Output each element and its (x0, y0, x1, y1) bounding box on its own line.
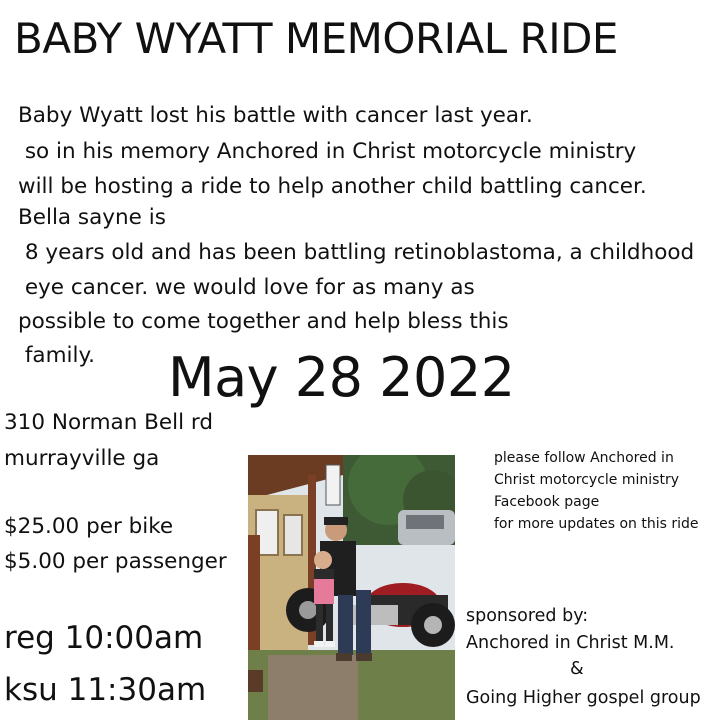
follow-line: for more updates on this ride (494, 516, 699, 532)
event-photo (248, 455, 455, 720)
body-line: family. (18, 343, 95, 368)
body-line: so in his memory Anchored in Christ motorcycle ministry (18, 139, 637, 164)
sponsor-heading: sponsored by: (466, 606, 589, 626)
address-line: murrayville ga (4, 446, 160, 471)
sponsor-name: Anchored in Christ M.M. (466, 633, 675, 653)
sponsor-ampersand: & (570, 659, 584, 679)
body-line: will be hosting a ride to help another child battling cancer. (18, 174, 647, 199)
address-line: 310 Norman Bell rd (4, 410, 214, 435)
follow-line: Facebook page (494, 494, 600, 510)
body-line: Bella sayne is (18, 205, 166, 230)
page-title: BABY WYATT MEMORIAL RIDE (14, 14, 618, 63)
follow-line: please follow Anchored in (494, 450, 674, 466)
price-line: $25.00 per bike (4, 514, 174, 539)
event-date: May 28 2022 (168, 346, 515, 409)
sponsor-name: Going Higher gospel group (466, 688, 701, 708)
body-line: 8 years old and has been battling retinoblastoma, a childhood (18, 240, 695, 265)
follow-line: Christ motorcycle ministry (494, 472, 679, 488)
body-line: eye cancer. we would love for as many as (18, 275, 475, 300)
price-line: $5.00 per passenger (4, 549, 227, 574)
registration-time: reg 10:00am (4, 620, 204, 656)
body-line: Baby Wyatt lost his battle with cancer last year. (18, 103, 533, 128)
kickstands-up-time: ksu 11:30am (4, 672, 207, 708)
body-line: possible to come together and help bless this (18, 309, 509, 334)
